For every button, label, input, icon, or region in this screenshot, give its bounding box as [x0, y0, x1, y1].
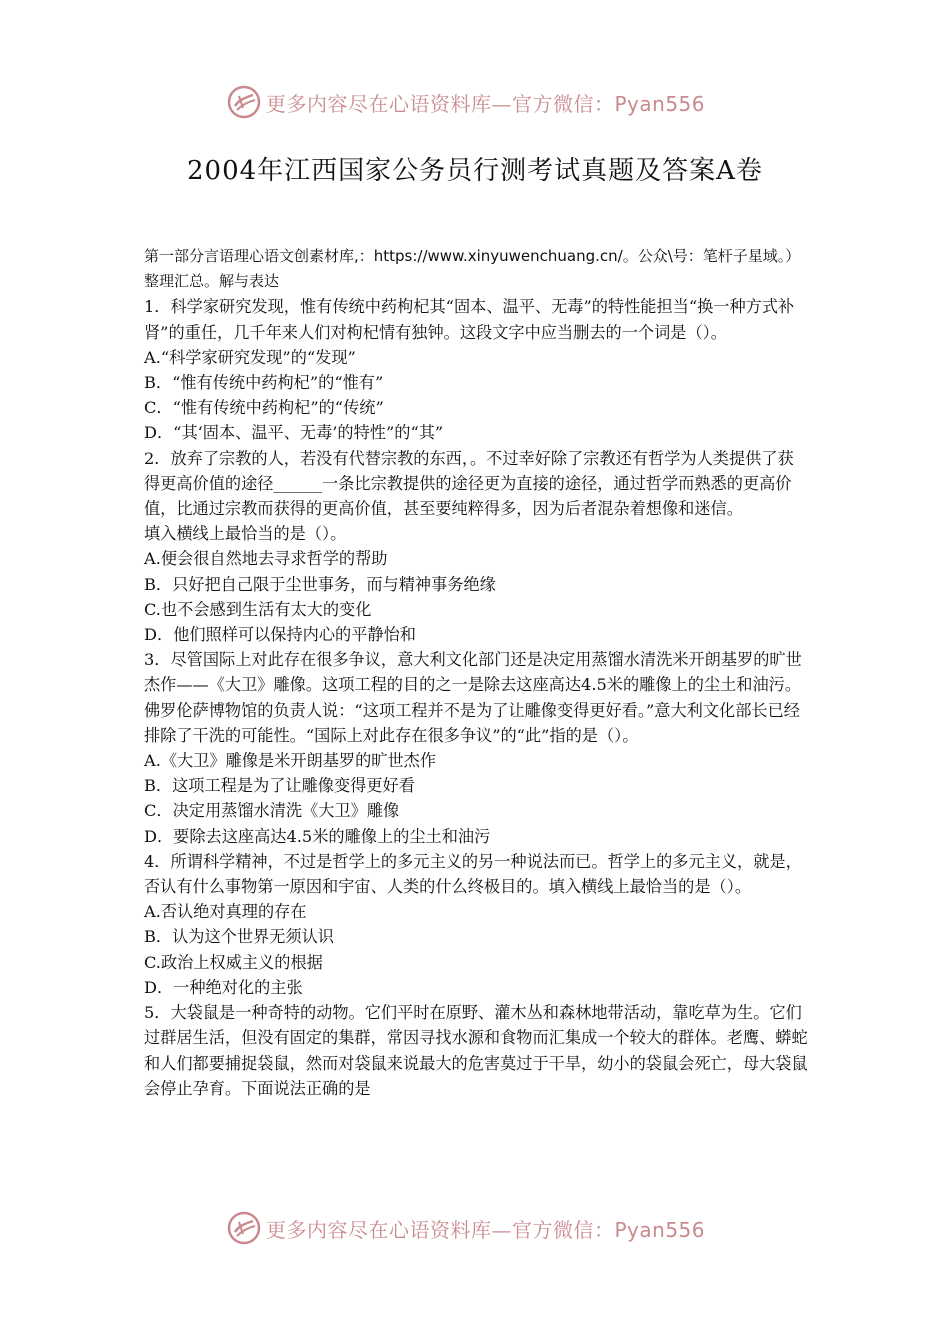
question-4-option-b: B．认为这个世界无须认识	[144, 927, 334, 947]
question-1-option-c: C．“惟有传统中药枸杞”的“传统”	[144, 398, 384, 418]
question-2-option-c: C.也不会感到生活有太大的变化	[144, 599, 372, 619]
banner-wechat-id: Pyan556	[614, 92, 706, 116]
question-2-stem: 2．放弃了宗教的人，若没有代替宗教的东西，。不过幸好除了宗教还有哲学为人类提供了获得更高价值的途径______一条比宗教提供的途径更为直接的途径，通过哲学而熟悉的更高价值，比通过宗教而获得的更高价值，甚至要纯粹得多，因为后者混杂着想像和迷信。	[144, 448, 794, 519]
banner-text: 更多内容尽在心语资料库—官方微信：Pyan556	[266, 92, 706, 116]
question-1-option-d: D．“其‘固本、温平、无毒’的特性”的“其”	[144, 423, 444, 443]
question-1-stem: 1．科学家研究发现，惟有传统中药枸杞其“固本、温平、无毒”的特性能担当“换一种方式补肾”的重任，几千年来人们对枸杞情有独钟。这段文字中应当删去的一个词是（）。	[144, 297, 795, 342]
question-3-option-d: D．要除去这座高达4.5米的雕像上的尘土和油污	[144, 826, 491, 846]
document-title: 2004年江西国家公务员行测考试真题及答案A卷	[187, 156, 763, 186]
intro-paragraph: 第一部分言语理心语文创素材库,：https://www.xinyuwenchuang.cn/。公众\号：笔杆子星域。）整理汇总。解与表达	[144, 247, 801, 291]
book-logo-icon	[226, 1210, 262, 1246]
question-3-option-a: A.《大卫》雕像是米开朗基罗的旷世杰作	[144, 751, 437, 771]
banner-wechat-id: Pyan556	[614, 1218, 706, 1242]
question-2-option-b: B．只好把自己限于尘世事务，而与精神事务绝缘	[144, 574, 496, 594]
question-4-option-c: C.政治上权威主义的根据	[144, 952, 323, 972]
question-4-option-d: D．一种绝对化的主张	[144, 977, 303, 997]
question-1-option-b: B．“惟有传统中药枸杞”的“惟有”	[144, 373, 384, 393]
question-1-option-a: A.“科学家研究发现”的“发现”	[144, 347, 356, 367]
question-5-stem: 5．大袋鼠是一种奇特的动物。它们平时在原野、灌木丛和森林地带活动，靠吃草为生。它们过群居生活，但没有固定的集群，常因寻找水源和食物而汇集成一个较大的群体。老鹰、蟒蛇和人们都要捕捉袋鼠，然而对袋鼠来说最大的危害莫过于干旱，幼小的袋鼠会死亡，母大袋鼠会停止孕育。下面说法正确的是	[144, 1003, 808, 1098]
question-3-option-b: B．这项工程是为了让雕像变得更好看	[144, 776, 415, 796]
question-2-option-d: D．他们照样可以保持内心的平静怡和	[144, 625, 416, 645]
question-2-sub: 填入横线上最恰当的是（）。	[144, 524, 347, 544]
footer-banner	[0, 1208, 950, 1248]
header-banner	[0, 82, 950, 122]
question-3-stem: 3．尽管国际上对此存在很多争议，意大利文化部门还是决定用蒸馏水清洗米开朗基罗的旷世杰作——《大卫》雕像。这项工程的目的之一是除去这座高达4.5米的雕像上的尘土和油污。佛罗伦萨博物馆的负责人说：“这项工程并不是为了让雕像变得更好看。”意大利文化部长已经排除了干洗的可能性。“国际上对此存在很多争议”的“此”指的是（）。	[144, 650, 802, 745]
question-2-option-a: A.便会很自然地去寻求哲学的帮助	[144, 549, 388, 569]
question-3-option-c: C．决定用蒸馏水清洗《大卫》雕像	[144, 801, 400, 821]
document-body	[144, 244, 808, 1101]
banner-text: 更多内容尽在心语资料库—官方微信：Pyan556	[266, 1218, 706, 1242]
question-4-option-a: A.否认绝对真理的存在	[144, 902, 307, 922]
book-logo-icon	[226, 84, 262, 120]
question-4-stem: 4．所谓科学精神，不过是哲学上的多元主义的另一种说法而已。哲学上的多元主义，就是，否认有什么事物第一原因和宇宙、人类的什么终极目的。填入横线上最恰当的是（）。	[144, 851, 802, 897]
